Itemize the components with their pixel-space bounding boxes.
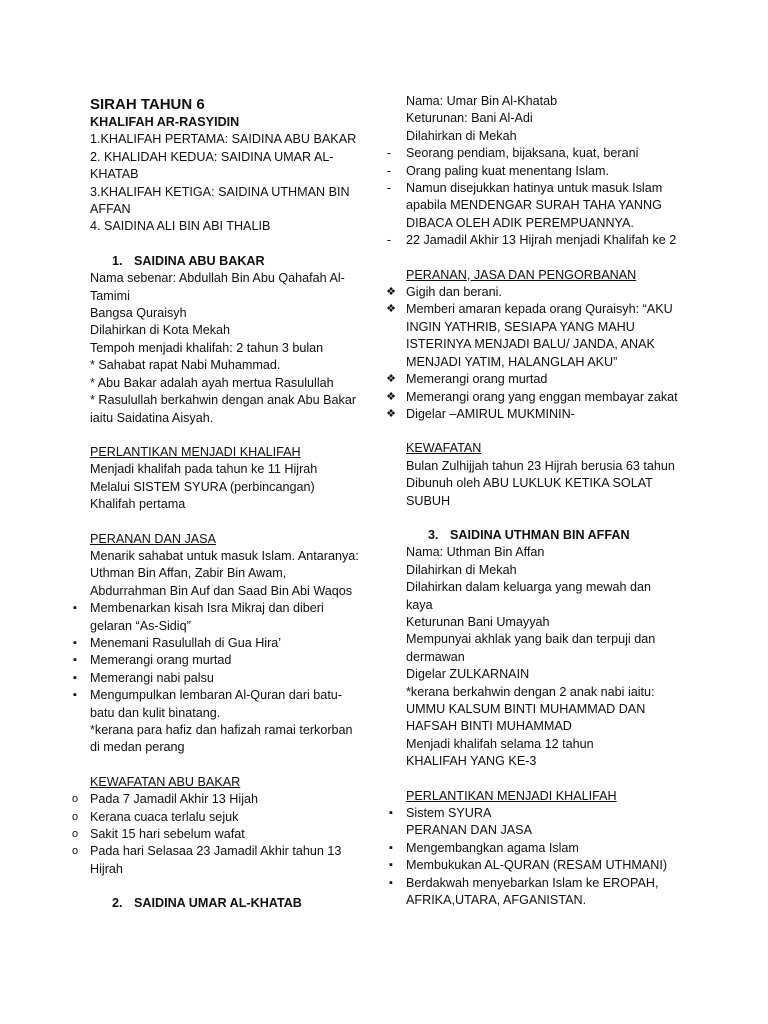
detail-line: UMMU KALSUM BINTI MUHAMMAD DAN	[406, 702, 646, 716]
section-heading-uthman	[406, 527, 702, 544]
kewafatan-line: Bulan Zulhijjah tahun 23 Hijrah berusia 63 tahun	[406, 458, 675, 473]
circle-bullet-icon: o	[71, 845, 79, 858]
section-number: 1.	[112, 253, 123, 268]
section-heading-umar	[90, 895, 380, 912]
square-bullet-icon: ▪	[73, 636, 77, 649]
dash-bullet-icon: -	[386, 163, 392, 178]
list-item: ▪ Mengumpulkan lembaran Al-Quran dari batu- batu dan kulit binatang. *kerana para hafiz dan hafizah ramai terkorban di medan perang	[90, 687, 380, 757]
square-bullet-icon: ▪	[389, 807, 393, 820]
detail-line: Menjadi khalifah selama 12 tahun	[406, 736, 594, 751]
list-item: ❖ Gigih dan berani.	[406, 284, 702, 301]
abu-bakar-details	[90, 270, 380, 427]
detail-line: HAFSAH BINTI MUHAMMAD	[406, 719, 572, 734]
list-item: - 22 Jamadil Akhir 13 Hijrah menjadi Khalifah ke 2	[406, 232, 702, 249]
square-bullet-icon: ▪	[73, 671, 77, 684]
list-item: ▪ Mengembangkan agama Islam	[406, 840, 702, 857]
peranan-line: Menarik sahabat untuk masuk Islam. Antaranya:	[90, 548, 359, 563]
detail-line: Keturunan Bani Umayyah	[406, 614, 550, 629]
umar-peranan-heading: PERANAN, JASA DAN PENGORBANAN	[406, 267, 637, 282]
square-bullet-icon: ▪	[73, 689, 77, 702]
circle-bullet-icon: o	[71, 793, 79, 806]
section-heading-abu-bakar	[90, 253, 380, 270]
diamond-bullet-icon: ❖	[386, 303, 396, 316]
peranan-line: Abdurrahman Bin Auf dan Saad Bin Abi Waqos	[90, 583, 353, 598]
detail-line: Digelar ZULKARNAIN	[406, 667, 530, 682]
detail-line: * Rasulullah berkahwin dengan anak Abu Bakar	[90, 393, 357, 408]
umar-line: Nama: Umar Bin Al-Khatab	[406, 94, 558, 108]
intro-line: KHATAB	[90, 167, 139, 182]
umar-line: Keturunan: Bani Al-Adi	[406, 111, 533, 126]
detail-line: Dilahirkan di Kota Mekah	[90, 323, 231, 338]
section-title: SAIDINA UMAR AL-KHATAB	[134, 896, 302, 911]
intro-list	[90, 131, 380, 235]
list-item: o Sakit 15 hari sebelum wafat	[90, 826, 380, 843]
perlantikan-line: Khalifah pertama	[90, 497, 186, 512]
detail-line: Nama: Uthman Bin Affan	[406, 545, 545, 560]
detail-line: dermawan	[406, 649, 465, 664]
section-number: 2.	[112, 896, 123, 911]
intro-line: 4. SAIDINA ALI BIN ABI THALIB	[90, 219, 271, 234]
kewafatan-line: Dibunuh oleh ABU LUKLUK KETIKA SOLAT	[406, 476, 653, 491]
diamond-bullet-icon: ❖	[386, 286, 396, 299]
dash-bullet-icon: -	[386, 181, 392, 196]
list-item: ❖ Memerangi orang murtad	[406, 371, 702, 388]
detail-line: Tempoh menjadi khalifah: 2 tahun 3 bulan	[90, 340, 324, 355]
square-bullet-icon: ▪	[73, 602, 77, 615]
list-item: ▪ Menemani Rasulullah di Gua Hira’	[90, 635, 380, 652]
detail-line: *kerana berkahwin dengan 2 anak nabi iaitu:	[406, 684, 655, 699]
dash-bullet-icon: -	[386, 233, 392, 248]
left-column	[71, 95, 380, 913]
detail-line: * Abu Bakar adalah ayah mertua Rasulullah	[90, 375, 334, 390]
umar-peranan-bullet-list	[386, 284, 702, 423]
uthman-bullet-list	[389, 805, 702, 909]
uthman-details	[406, 544, 702, 770]
kewafatan-heading: KEWAFATAN ABU BAKAR	[90, 774, 241, 789]
intro-line: 2. KHALIDAH KEDUA: SAIDINA UMAR AL-	[90, 149, 334, 164]
detail-line: iaitu Saidatina Aisyah.	[90, 410, 214, 425]
umar-kewafatan-heading: KEWAFATAN	[406, 441, 482, 456]
list-item: ❖ Memerangi orang yang enggan membayar zakat	[406, 389, 702, 406]
detail-line: Nama sebenar: Abdullah Bin Abu Qahafah Al-	[90, 271, 345, 286]
right-column	[386, 93, 702, 909]
diamond-bullet-icon: ❖	[386, 390, 396, 403]
square-bullet-icon: ▪	[389, 876, 393, 889]
umar-dash-list	[386, 145, 702, 249]
detail-line: Dilahirkan dalam keluarga yang mewah dan	[406, 580, 652, 595]
perlantikan-heading: PERLANTIKAN MENJADI KHALIFAH	[90, 444, 301, 459]
list-item: ▪ Membenarkan kisah Isra Mikraj dan diberi gelaran “As-Sidiq”	[90, 600, 380, 635]
list-item: o Pada hari Selasaa 23 Jamadil Akhir tahun 13 Hijrah	[90, 843, 380, 878]
section-title: SAIDINA UTHMAN BIN AFFAN	[450, 527, 630, 542]
umar-line: Dilahirkan di Mekah	[406, 128, 517, 143]
list-item: ▪ Memerangi orang murtad	[90, 652, 380, 669]
circle-bullet-icon: o	[71, 828, 79, 841]
detail-line: * Sahabat rapat Nabi Muhammad.	[90, 358, 281, 373]
circle-bullet-icon: o	[71, 810, 79, 823]
detail-line: KHALIFAH YANG KE-3	[406, 754, 537, 769]
perlantikan-line: Melalui SISTEM SYURA (perbincangan)	[90, 479, 315, 494]
peranan-bullet-list	[73, 600, 380, 757]
list-item: ▪ Sistem SYURA PERANAN DAN JASA	[406, 805, 702, 840]
peranan-line: Uthman Bin Affan, Zabir Bin Awam,	[90, 566, 287, 581]
section-title: SAIDINA ABU BAKAR	[134, 253, 265, 268]
peranan-heading: PERANAN DAN JASA	[90, 531, 216, 546]
list-item: o Kerana cuaca terlalu sejuk	[90, 809, 380, 826]
square-bullet-icon: ▪	[389, 841, 393, 854]
diamond-bullet-icon: ❖	[386, 407, 396, 420]
uthman-peranan-label: PERANAN DAN JASA	[406, 823, 532, 838]
list-item: ▪ Membukukan AL-QURAN (RESAM UTHMANI)	[406, 857, 702, 874]
list-item: - Namun disejukkan hatinya untuk masuk Islam apabila MENDENGAR SURAH TAHA YANNG DIBACA OLEH ADIK PEREMPUANNYA.	[406, 180, 702, 232]
dash-bullet-icon: -	[386, 146, 392, 161]
section-number: 3.	[428, 527, 439, 542]
document-title: SIRAH TAHUN 6	[90, 96, 205, 113]
list-item: - Seorang pendiam, bijaksana, kuat, berani	[406, 145, 702, 162]
intro-line: 3.KHALIFAH KETIGA: SAIDINA UTHMAN BIN	[90, 184, 350, 199]
list-item: ▪ Memerangi nabi palsu	[90, 670, 380, 687]
detail-line: kaya	[406, 597, 433, 612]
detail-line: Tamimi	[90, 288, 130, 303]
diamond-bullet-icon: ❖	[386, 373, 396, 386]
kewafatan-bullet-list	[71, 791, 380, 878]
intro-line: AFFAN	[90, 202, 131, 217]
kewafatan-line: SUBUH	[406, 493, 451, 508]
document-subtitle: KHALIFAH AR-RASYIDIN	[90, 115, 240, 129]
list-item: o Pada 7 Jamadil Akhir 13 Hijah	[90, 791, 380, 808]
list-item: - Orang paling kuat menentang Islam.	[406, 163, 702, 180]
list-item: ❖ Digelar –AMIRUL MUKMININ-	[406, 406, 702, 423]
square-bullet-icon: ▪	[389, 859, 393, 872]
detail-line: Dilahirkan di Mekah	[406, 562, 517, 577]
list-item: ❖ Memberi amaran kepada orang Quraisyh: “AKU INGIN YATHRIB, SESIAPA YANG MAHU ISTERINYA MENJADI BALU/ JANDA, ANAK MENJADI YATIM, HALANGLAH AKU”	[406, 301, 702, 371]
perlantikan-line: Menjadi khalifah pada tahun ke 11 Hijrah	[90, 462, 318, 477]
square-bullet-icon: ▪	[73, 654, 77, 667]
uthman-perlantikan-heading: PERLANTIKAN MENJADI KHALIFAH	[406, 788, 617, 803]
intro-line: 1.KHALIFAH PERTAMA: SAIDINA ABU BAKAR	[90, 132, 357, 147]
detail-line: Mempunyai akhlak yang baik dan terpuji dan	[406, 632, 656, 647]
detail-line: Bangsa Quraisyh	[90, 306, 187, 321]
list-item: ▪ Berdakwah menyebarkan Islam ke EROPAH, AFRIKA,UTARA, AFGANISTAN.	[406, 875, 702, 910]
